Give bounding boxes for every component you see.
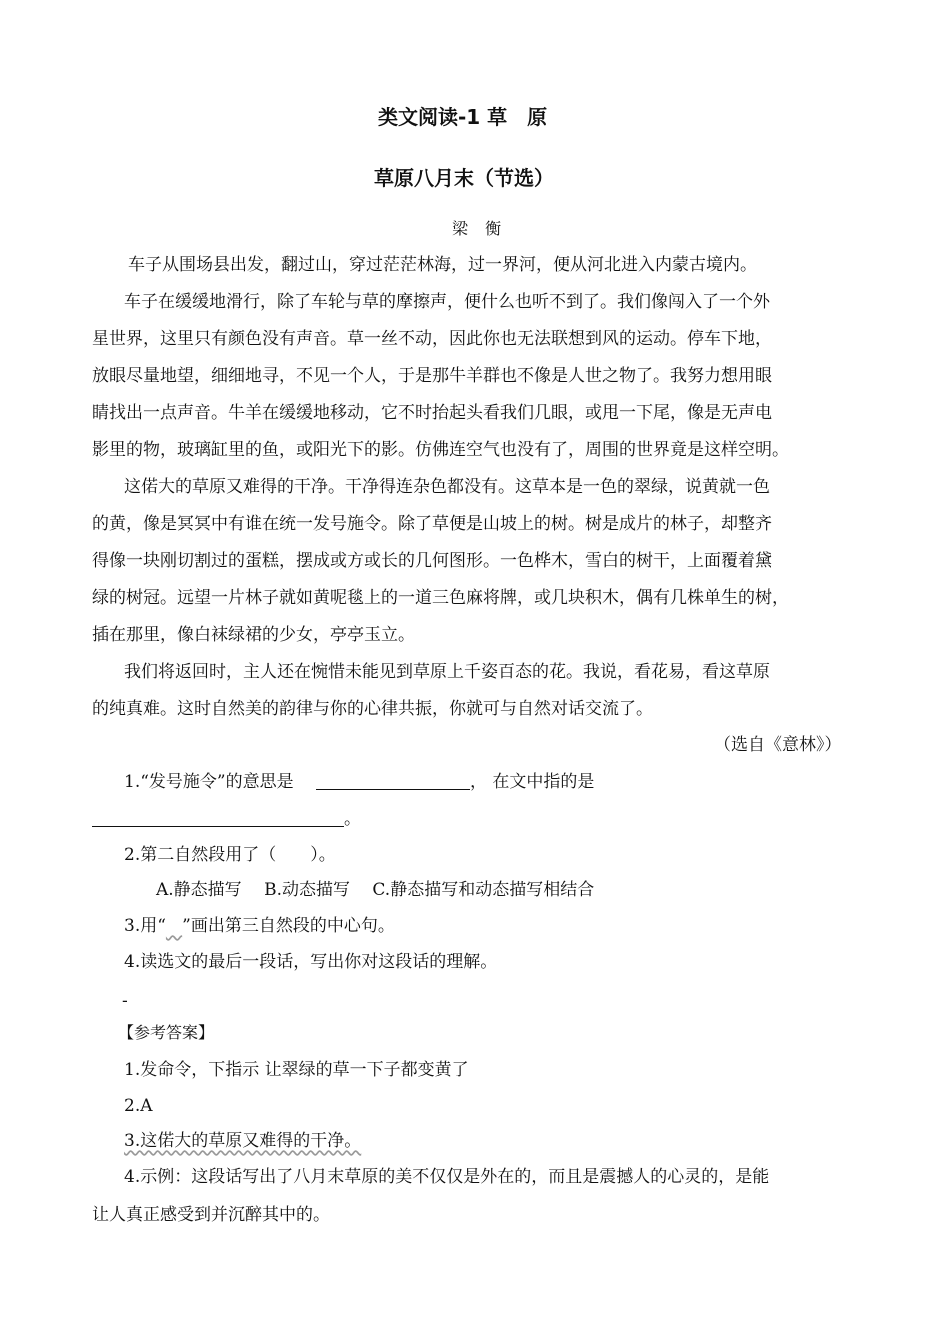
question-3-tail: ”画出第三自然段的中心句。 [182, 916, 395, 936]
paragraph-line: 车子在缓缓地滑行，除了车轮与草的摩擦声，便什么也听不到了。我们像闯入了一个外 [124, 292, 770, 312]
question-4-text: 4.读选文的最后一段话，写出你对这段话的理解。 [124, 952, 498, 972]
paragraph-line: 影里的物，玻璃缸里的鱼，或阳光下的影。仿佛连空气也没有了，周围的世界竟是这样空明。 [92, 440, 789, 460]
answer-2: 2.A [124, 1096, 153, 1116]
question-2-text: 2.第二自然段用了（ ）。 [124, 845, 336, 865]
question-1-text: 1.“发号施令”的意思是 [124, 772, 294, 792]
answer-4-line-1: 4.示例：这段话写出了八月末草原的美不仅仅是外在的，而且是震撼人的心灵的，是能 [124, 1167, 770, 1187]
paragraph-line: 绿的树冠。远望一片林子就如黄呢毯上的一道三色麻将牌，或几块积木，偶有几株单生的树， [92, 588, 789, 608]
answers-heading: 【参考答案】 [118, 1023, 215, 1042]
answer-4-line-2: 让人真正感受到并沉醉其中的。 [92, 1205, 330, 1225]
answer-1: 1.发命令，下指示 让翠绿的草一下子都变黄了 [124, 1060, 469, 1080]
wavy-line-marker [166, 916, 182, 936]
article-title: 草原八月末（节选） [374, 166, 554, 190]
paragraph-line: 插在那里，像白袜绿裙的少女，亭亭玉立。 [92, 625, 415, 645]
answer-3-text: 3.这偌大的草原又难得的干净。 [124, 1131, 362, 1151]
paragraph-line: 的纯真难。这时自然美的韵律与你的心律共振，你就可与自然对话交流了。 [92, 699, 653, 719]
paragraph-line: 的黄，像是冥冥中有谁在统一发号施令。除了草便是山坡上的树。树是成片的林子，却整齐 [92, 514, 772, 534]
paragraph-line: 这偌大的草原又难得的干净。干净得连杂色都没有。这草本是一色的翠绿，说黄就一色 [124, 477, 770, 497]
paragraph-line: 星世界，这里只有颜色没有声音。草一丝不动，因此你也无法联想到风的运动。停车下地， [92, 329, 772, 349]
question-3-text [124, 915, 395, 937]
question-1-end: 。 [344, 809, 361, 829]
answer-3 [124, 1130, 361, 1152]
article-source: （选自《意林》） [714, 735, 842, 755]
question-2-options: A.静态描写 B.动态描写 C.静态描写和动态描写相结合 [156, 880, 595, 900]
paragraph-line: 车子从围场县出发，翻过山，穿过茫茫林海，过一界河，便从河北进入内蒙古境内。 [128, 255, 757, 275]
page-heading: 类文阅读-1 草 原 [378, 105, 548, 129]
paragraph-line: 放眼尽量地望，细细地寻，不见一个人，于是那牛羊群也不像是人世之物了。我努力想用眼 [92, 366, 772, 386]
question-3-lead: 3.用“ [124, 916, 166, 936]
paragraph-line: 我们将返回时，主人还在惋惜未能见到草原上千姿百态的花。我说，看花易，看这草原 [124, 662, 770, 682]
answer-blank-line [92, 826, 344, 827]
article-author: 梁 衡 [452, 219, 508, 238]
paragraph-line: 得像一块刚切割过的蛋糕，摆成或方或长的几何图形。一色桦木，雪白的树干，上面覆着黛 [92, 551, 772, 571]
paragraph-line: 睛找出一点声音。牛羊在缓缓地移动，它不时抬起头看我们几眼，或甩一下尾，像是无声电 [92, 403, 772, 423]
answer-blank-line [316, 789, 470, 790]
blank-answer-mark: - [122, 991, 128, 1011]
question-1-text-cont: ， 在文中指的是 [470, 772, 595, 792]
